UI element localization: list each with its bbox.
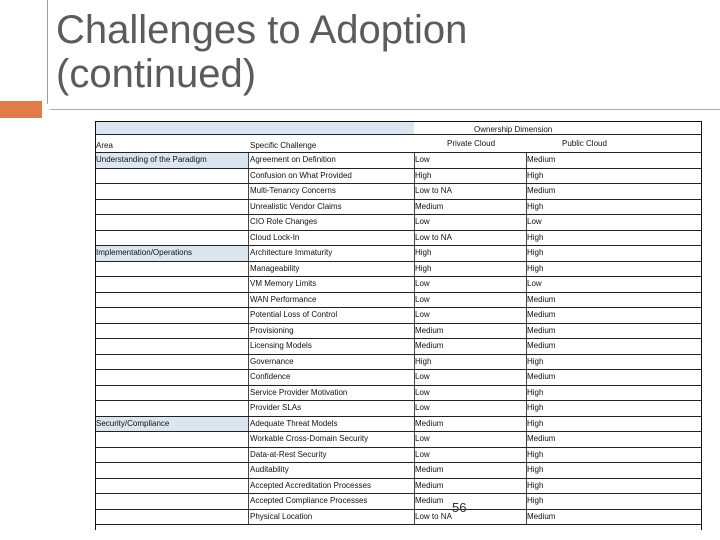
specific-challenge-cell: Confidence	[250, 372, 291, 382]
column-separator	[248, 479, 249, 494]
column-separator	[526, 262, 527, 277]
public-cloud-cell: High	[527, 232, 544, 242]
table-row	[96, 479, 701, 495]
area-cell	[96, 262, 248, 277]
public-cloud-cell: High	[527, 387, 544, 397]
column-separator	[526, 401, 527, 416]
column-separator	[414, 339, 415, 354]
column-separator	[526, 479, 527, 494]
area-cell	[96, 169, 248, 184]
area-cell	[96, 324, 248, 339]
public-cloud-cell: Medium	[527, 310, 556, 320]
public-cloud-cell: High	[527, 418, 544, 428]
public-cloud-cell: High	[527, 201, 544, 211]
area-cell	[96, 479, 248, 494]
area-cell	[96, 432, 248, 447]
specific-challenge-cell: Multi-Tenancy Concerns	[250, 186, 336, 196]
column-separator	[248, 324, 249, 339]
public-cloud-cell: Medium	[527, 186, 556, 196]
public-cloud-cell: High	[527, 465, 544, 475]
table-row	[96, 231, 701, 247]
column-separator	[414, 215, 415, 230]
column-separator	[248, 339, 249, 354]
column-separator	[414, 262, 415, 277]
column-separator	[248, 153, 249, 168]
table-row	[96, 277, 701, 293]
column-separator	[414, 355, 415, 370]
column-separator	[248, 463, 249, 478]
public-cloud-cell: Medium	[527, 372, 556, 382]
area-cell	[96, 448, 248, 463]
area-cell	[96, 510, 248, 525]
private-cloud-cell: Medium	[415, 201, 444, 211]
column-separator	[414, 479, 415, 494]
column-separator	[526, 370, 527, 385]
header-shade	[96, 122, 414, 134]
table-row	[96, 494, 701, 510]
column-separator	[526, 200, 527, 215]
column-separator	[248, 262, 249, 277]
table-row	[96, 463, 701, 479]
area-cell	[96, 200, 248, 215]
slide-title	[56, 8, 696, 96]
column-separator	[526, 215, 527, 230]
accent-bar	[0, 101, 42, 118]
private-cloud-cell: Medium	[415, 496, 444, 506]
column-separator	[248, 432, 249, 447]
public-cloud-cell: High	[527, 496, 544, 506]
column-separator	[526, 463, 527, 478]
specific-challenge-cell: Accepted Accreditation Processes	[250, 480, 371, 490]
public-cloud-cell: Medium	[527, 294, 556, 304]
public-cloud-cell: Medium	[527, 511, 556, 521]
column-separator	[248, 200, 249, 215]
column-separator	[248, 277, 249, 292]
private-cloud-cell: Low	[415, 403, 430, 413]
area-cell	[96, 215, 248, 230]
specific-challenge-cell: CIO Role Changes	[250, 217, 318, 227]
column-separator	[248, 293, 249, 308]
public-cloud-cell: High	[527, 480, 544, 490]
area-cell	[96, 401, 248, 416]
area-cell	[96, 184, 248, 199]
table-row	[96, 246, 701, 262]
area-cell	[96, 339, 248, 354]
table-row	[96, 510, 701, 526]
column-separator	[414, 231, 415, 246]
column-separator	[526, 355, 527, 370]
public-cloud-cell: Medium	[527, 434, 556, 444]
table-row	[96, 432, 701, 448]
area-cell: Implementation/Operations	[96, 246, 248, 261]
column-separator	[526, 184, 527, 199]
table-row	[96, 386, 701, 402]
specific-challenge-cell: Licensing Models	[250, 341, 312, 351]
private-cloud-cell: Low	[415, 310, 430, 320]
specific-challenge-cell: Adequate Threat Models	[250, 418, 338, 428]
private-cloud-cell: Low	[415, 434, 430, 444]
column-separator	[526, 432, 527, 447]
table-row	[96, 262, 701, 278]
specific-challenge-cell: Cloud Lock-In	[250, 232, 300, 242]
column-separator	[248, 231, 249, 246]
private-cloud-cell: Medium	[415, 418, 444, 428]
slide-title-line-2: (continued)	[56, 52, 257, 96]
area-cell	[96, 386, 248, 401]
column-separator	[414, 324, 415, 339]
public-cloud-cell: High	[527, 356, 544, 366]
specific-challenge-cell: Service Provider Motivation	[250, 387, 348, 397]
column-separator	[414, 293, 415, 308]
area-cell	[96, 293, 248, 308]
table-row	[96, 448, 701, 464]
private-cloud-cell: Low	[415, 217, 430, 227]
column-separator	[414, 370, 415, 385]
area-cell	[96, 308, 248, 323]
ownership-dimension-header: Ownership Dimension	[474, 125, 553, 134]
private-cloud-cell: Low	[415, 387, 430, 397]
column-separator	[414, 401, 415, 416]
specific-challenge-cell: WAN Performance	[250, 294, 317, 304]
private-cloud-cell: High	[415, 263, 432, 273]
public-cloud-cell: High	[527, 403, 544, 413]
private-cloud-cell: Low	[415, 294, 430, 304]
specific-challenge-cell: Physical Location	[250, 511, 313, 521]
private-cloud-cell: Low	[415, 372, 430, 382]
column-separator	[414, 510, 415, 525]
column-separator	[248, 355, 249, 370]
column-separator	[248, 370, 249, 385]
public-cloud-cell: Medium	[527, 341, 556, 351]
private-cloud-cell: Low to NA	[415, 232, 452, 242]
column-separator	[414, 308, 415, 323]
specific-challenge-cell: Potential Loss of Control	[250, 310, 338, 320]
column-separator	[526, 277, 527, 292]
private-cloud-cell: Low	[415, 279, 430, 289]
column-separator	[414, 184, 415, 199]
area-cell	[96, 355, 248, 370]
table-row	[96, 339, 701, 355]
table-row	[96, 308, 701, 324]
area-cell	[96, 277, 248, 292]
specific-challenge-cell: Manageability	[250, 263, 300, 273]
column-separator	[526, 448, 527, 463]
column-separator	[414, 432, 415, 447]
column-separator	[526, 339, 527, 354]
private-cloud-cell: High	[415, 356, 432, 366]
public-cloud-cell: Low	[527, 279, 542, 289]
private-cloud-cell: Medium	[415, 325, 444, 335]
area-cell	[96, 231, 248, 246]
private-cloud-cell: High	[415, 248, 432, 258]
table-row	[96, 184, 701, 200]
column-separator	[414, 463, 415, 478]
specific-challenge-cell: Auditability	[250, 465, 289, 475]
specific-challenge-cell: Accepted Compliance Processes	[250, 496, 368, 506]
private-cloud-cell: Medium	[415, 480, 444, 490]
table-row	[96, 355, 701, 371]
column-header-row	[96, 134, 701, 153]
public-cloud-cell: High	[527, 170, 544, 180]
column-separator	[414, 386, 415, 401]
column-separator	[248, 215, 249, 230]
column-separator	[414, 277, 415, 292]
specific-challenge-cell: Agreement on Definition	[250, 155, 336, 165]
private-cloud-cell: Medium	[415, 341, 444, 351]
title-divider-horizontal	[50, 109, 720, 110]
area-cell: Understanding of the Paradigm	[96, 153, 248, 168]
specific-challenge-cell: Workable Cross-Domain Security	[250, 434, 369, 444]
specific-challenge-cell: VM Memory Limits	[250, 279, 317, 289]
column-separator	[526, 510, 527, 525]
table-row	[96, 153, 701, 169]
col-header-public-cloud: Public Cloud	[562, 138, 607, 148]
public-cloud-cell: High	[527, 449, 544, 459]
table-row	[96, 169, 701, 185]
column-separator	[526, 386, 527, 401]
specific-challenge-cell: Provider SLAs	[250, 403, 302, 413]
column-separator	[526, 324, 527, 339]
column-separator	[248, 386, 249, 401]
public-cloud-cell: Low	[527, 217, 542, 227]
private-cloud-cell: Low	[415, 155, 430, 165]
col-header-private-cloud: Private Cloud	[447, 138, 496, 148]
column-separator	[526, 417, 527, 432]
column-separator	[248, 494, 249, 509]
private-cloud-cell: Low to NA	[415, 511, 452, 521]
private-cloud-cell: High	[415, 170, 432, 180]
table-row	[96, 200, 701, 216]
specific-challenge-cell: Confusion on What Provided	[250, 170, 352, 180]
column-separator	[248, 401, 249, 416]
column-separator	[414, 169, 415, 184]
column-separator	[248, 308, 249, 323]
column-separator	[414, 417, 415, 432]
table-row	[96, 293, 701, 309]
specific-challenge-cell: Architecture Immaturity	[250, 248, 333, 258]
col-header-area: Area	[96, 140, 113, 150]
column-separator	[248, 448, 249, 463]
page-number: 56	[452, 500, 467, 515]
table-row	[96, 215, 701, 231]
column-separator	[526, 293, 527, 308]
column-separator	[414, 448, 415, 463]
specific-challenge-cell: Governance	[250, 356, 294, 366]
slide-title-line-1: Challenges to Adoption	[56, 8, 468, 52]
private-cloud-cell: Medium	[415, 465, 444, 475]
column-separator	[526, 308, 527, 323]
table-row	[96, 401, 701, 417]
col-header-specific-challenge: Specific Challenge	[250, 140, 317, 150]
column-separator	[248, 246, 249, 261]
area-cell	[96, 494, 248, 509]
column-separator	[526, 246, 527, 261]
table-row	[96, 417, 701, 433]
area-cell: Security/Compliance	[96, 417, 248, 432]
private-cloud-cell: Low to NA	[415, 186, 452, 196]
specific-challenge-cell: Provisioning	[250, 325, 294, 335]
title-divider-vertical	[47, 0, 48, 104]
area-cell	[96, 463, 248, 478]
column-separator	[526, 231, 527, 246]
public-cloud-cell: Medium	[527, 155, 556, 165]
table-row	[96, 370, 701, 386]
column-separator	[248, 510, 249, 525]
column-separator	[414, 494, 415, 509]
area-cell	[96, 370, 248, 385]
column-separator	[248, 417, 249, 432]
table-row	[96, 324, 701, 340]
challenges-table	[95, 121, 702, 530]
column-separator	[526, 494, 527, 509]
specific-challenge-cell: Unrealistic Vendor Claims	[250, 201, 342, 211]
column-separator	[526, 153, 527, 168]
public-cloud-cell: High	[527, 263, 544, 273]
column-separator	[414, 246, 415, 261]
private-cloud-cell: Low	[415, 449, 430, 459]
column-separator	[248, 184, 249, 199]
column-separator	[526, 169, 527, 184]
column-separator	[414, 153, 415, 168]
column-separator	[414, 200, 415, 215]
public-cloud-cell: High	[527, 248, 544, 258]
public-cloud-cell: Medium	[527, 325, 556, 335]
column-separator	[248, 169, 249, 184]
specific-challenge-cell: Data-at-Rest Security	[250, 449, 327, 459]
